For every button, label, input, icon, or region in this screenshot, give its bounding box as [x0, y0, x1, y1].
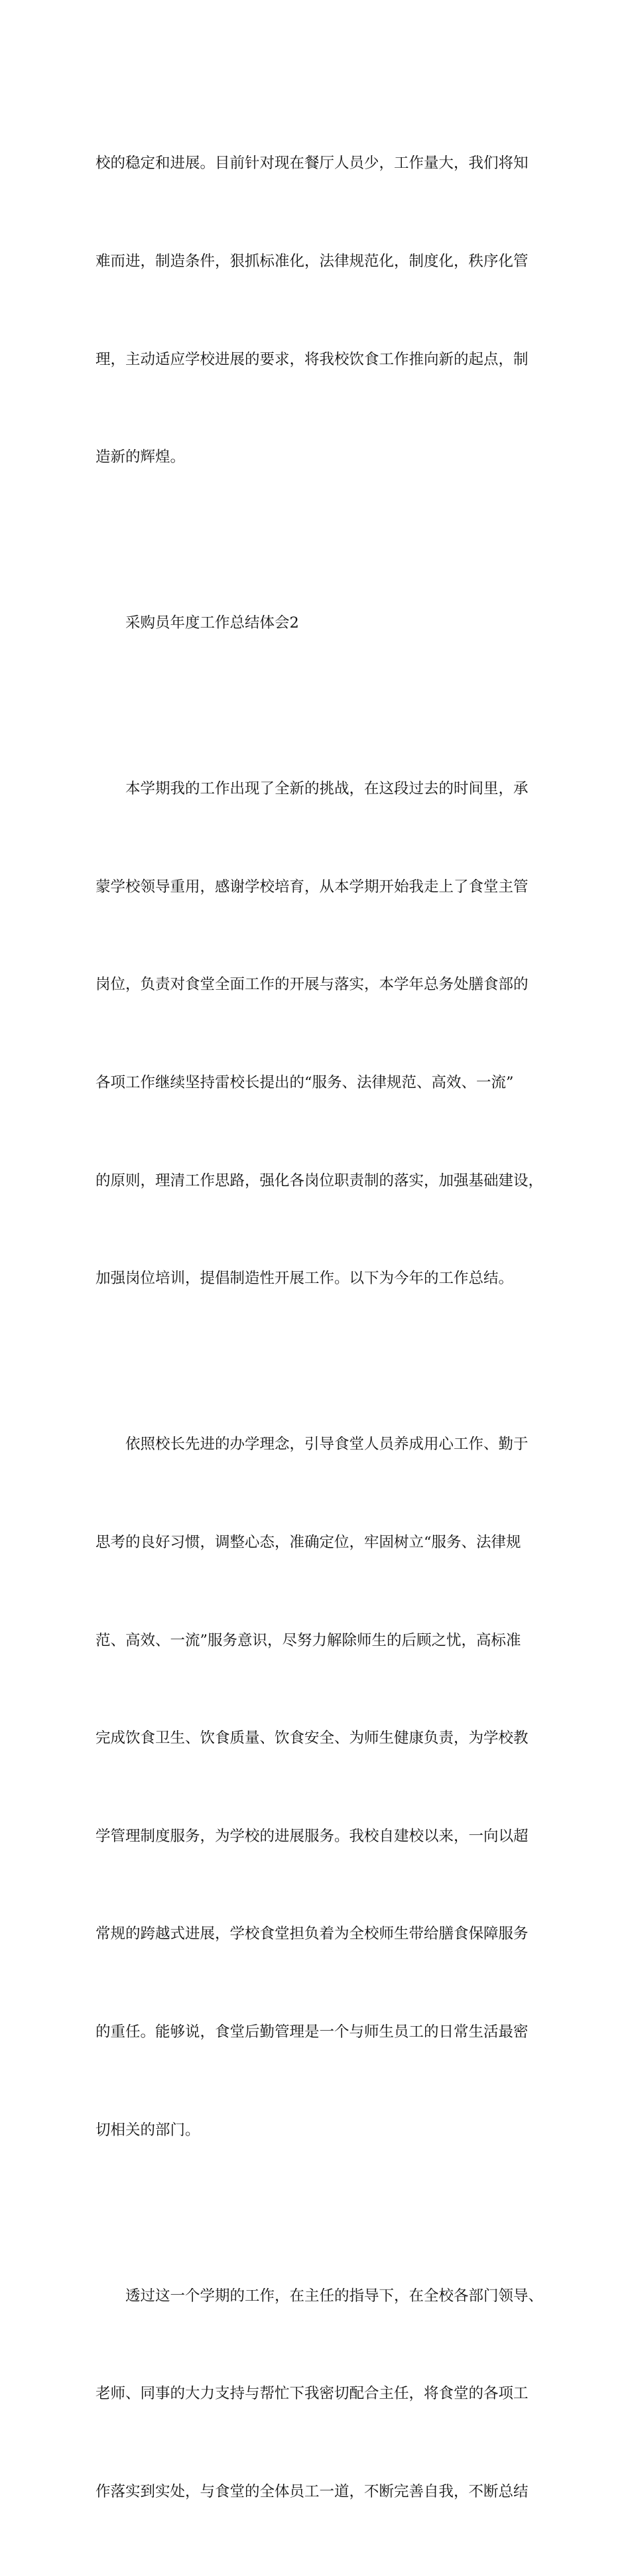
document-body	[95, 82, 546, 2576]
text-line: 蒙学校领导重用，感谢学校培育，从本学期开始我走上了食堂主管	[95, 878, 529, 896]
text-line: 作落实到实处，与食堂的全体员工一道，不断完善自我，不断总结	[95, 2482, 529, 2500]
text-line: 切相关的部门。	[95, 2121, 200, 2139]
paragraph-philosophy	[95, 1363, 546, 2212]
section-heading	[95, 542, 546, 705]
text-line: 依照校长先进的办学理念，引导食堂人员养成用心工作、勤于	[95, 1436, 529, 1454]
text-line: 各项工作继续坚持雷校长提出的“服务、法律规范、高效、一流”	[95, 1074, 514, 1092]
text-line: 难而进，制造条件，狠抓标准化，法律规范化，制度化，秩序化管	[95, 253, 529, 271]
text-line: 造新的辉煌。	[95, 448, 186, 466]
paragraph-intro	[95, 708, 546, 1361]
paragraph-cooperation	[95, 2214, 546, 2573]
text-line: 范、高效、一流”服务意识，尽努力解除师生的后顾之忧，高标准	[95, 1631, 521, 1649]
text-line: 思考的良好习惯，调整心态，准确定位，牢固树立“服务、法律规	[95, 1533, 521, 1551]
paragraph-continued	[95, 82, 546, 539]
text-line: 的重任。能够说，食堂后勤管理是一个与师生员工的日常生活最密	[95, 2023, 529, 2041]
text-line: 学管理制度服务，为学校的进展服务。我校自建校以来，一向以超	[95, 1827, 529, 1845]
heading-line: 采购员年度工作总结体会2	[95, 614, 299, 632]
text-line: 加强岗位培训，提倡制造性开展工作。以下为今年的工作总结。	[95, 1270, 514, 1288]
text-line: 透过这一个学期的工作，在主任的指导下，在全校各部门领导、	[95, 2287, 544, 2305]
text-line: 岗位，负责对食堂全面工作的开展与落实，本学年总务处膳食部的	[95, 976, 529, 994]
text-line: 的原则，理清工作思路，强化各岗位职责制的落实，加强基础建设，	[95, 1172, 544, 1189]
text-line: 理，主动适应学校进展的要求，将我校饮食工作推向新的起点，制	[95, 350, 529, 368]
text-line: 完成饮食卫生、饮食质量、饮食安全、为师生健康负责，为学校教	[95, 1729, 529, 1747]
text-line: 常规的跨越式进展，学校食堂担负着为全校师生带给膳食保障服务	[95, 1925, 529, 1943]
text-line: 老师、同事的大力支持与帮忙下我密切配合主任，将食堂的各项工	[95, 2385, 529, 2403]
text-line: 本学期我的工作出现了全新的挑战，在这段过去的时间里，承	[95, 780, 529, 798]
text-line: 校的稳定和进展。目前针对现在餐厅人员少，工作量大，我们将知	[95, 155, 529, 172]
